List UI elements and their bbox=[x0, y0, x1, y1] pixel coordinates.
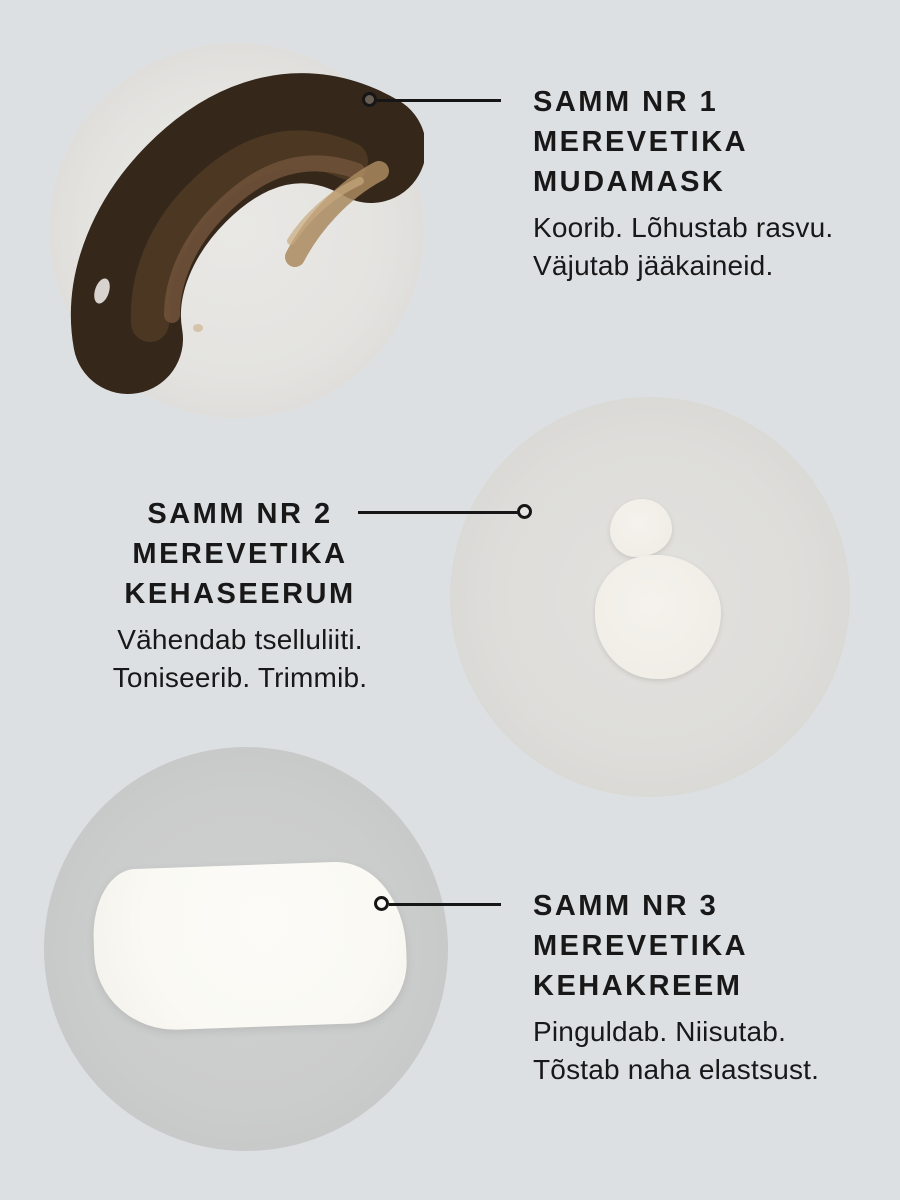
connector-line-step-2 bbox=[358, 511, 518, 514]
step-3-label: SAMM NR 3 bbox=[533, 890, 719, 922]
connector-dot-step-1 bbox=[362, 92, 377, 107]
step-3-benefit-2: Tõstab naha elastsust. bbox=[533, 1054, 820, 1085]
cream-smear-swatch bbox=[91, 860, 408, 1033]
connector-dot-step-2 bbox=[517, 504, 532, 519]
petri-dish-body-serum bbox=[450, 397, 850, 797]
connector-dot-step-3 bbox=[374, 896, 389, 911]
step-1-benefit-1: Koorib. Lõhustab rasvu. bbox=[533, 212, 834, 243]
petri-dish-body-cream bbox=[44, 747, 448, 1151]
connector-line-step-3 bbox=[389, 903, 501, 906]
step-2-product-line-1: MEREVETIKA bbox=[132, 538, 348, 570]
serum-drop-large bbox=[595, 555, 721, 679]
step-2-product-line-2: KEHASEERUM bbox=[124, 578, 356, 610]
step-1-text-block bbox=[533, 82, 833, 285]
step-2-label: SAMM NR 2 bbox=[147, 498, 333, 530]
step-2-benefit-2: Toniseerib. Trimmib. bbox=[112, 662, 368, 693]
step-3-benefit-1: Pinguldab. Niisutab. bbox=[533, 1016, 787, 1047]
serum-drop-small bbox=[610, 499, 672, 557]
step-3-product-line-2: KEHAKREEM bbox=[533, 970, 743, 1002]
step-1-label: SAMM NR 1 bbox=[533, 86, 719, 118]
step-3-text-block bbox=[533, 886, 819, 1089]
connector-line-step-1 bbox=[377, 99, 501, 102]
step-3-product-line-1: MEREVETIKA bbox=[533, 930, 749, 962]
step-2-text-block bbox=[98, 494, 382, 697]
step-1-product-line-1: MEREVETIKA bbox=[533, 126, 749, 158]
step-2-benefit-1: Vähendab tselluliiti. bbox=[117, 624, 363, 655]
step-1-benefit-2: Väjutab jääkaineid. bbox=[533, 250, 774, 281]
step-1-product-line-2: MUDAMASK bbox=[533, 166, 726, 198]
